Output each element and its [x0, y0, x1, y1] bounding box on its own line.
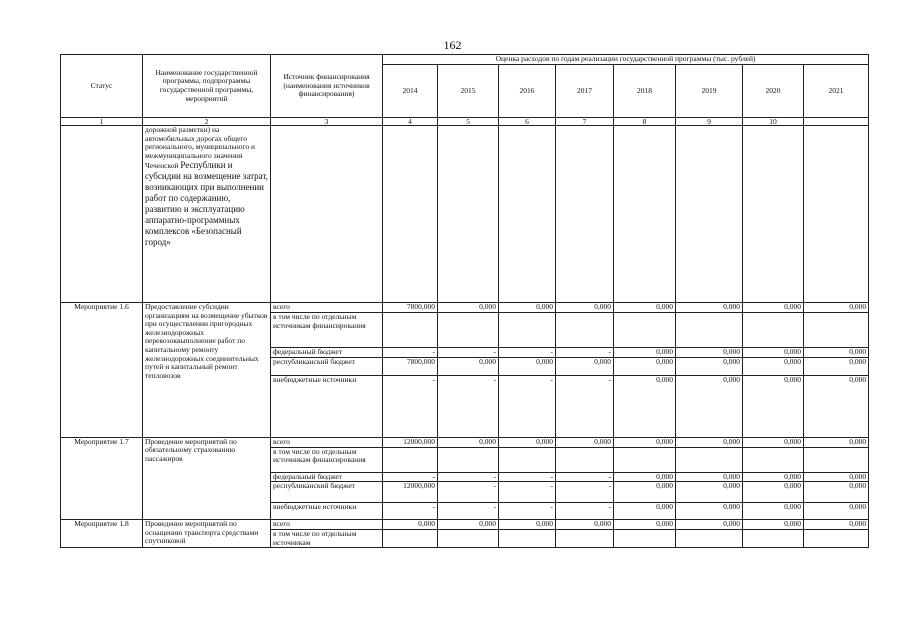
amount-cell: 0,000 [804, 375, 869, 437]
empty-cell [383, 126, 438, 303]
amount-cell: 0,000 [804, 472, 869, 482]
column-index: 1 [61, 118, 143, 126]
amount-cell [438, 447, 499, 472]
amount-cell [676, 530, 743, 548]
amount-cell [556, 447, 614, 472]
header-year: 2020 [743, 65, 804, 118]
amount-cell: - [499, 482, 556, 503]
amount-cell: 0,000 [556, 357, 614, 375]
header-year: 2016 [499, 65, 556, 118]
column-index: 5 [438, 118, 499, 126]
header-status: Статус [61, 55, 143, 118]
amount-cell: 0,000 [499, 437, 556, 447]
empty-cell [271, 126, 383, 303]
amount-cell: - [438, 482, 499, 503]
amount-cell [676, 313, 743, 348]
amount-cell: 0,000 [614, 520, 676, 530]
amount-cell: 0,000 [676, 472, 743, 482]
amount-cell [556, 313, 614, 348]
amount-cell: 0,000 [499, 357, 556, 375]
amount-cell [743, 447, 804, 472]
measure-status: Мероприятие 1.7 [61, 437, 143, 520]
amount-cell: 12000,000 [383, 482, 438, 503]
column-index [804, 118, 869, 126]
column-index: 4 [383, 118, 438, 126]
empty-cell [61, 126, 143, 303]
amount-cell: - [438, 503, 499, 520]
amount-cell: - [499, 503, 556, 520]
amount-cell: - [383, 503, 438, 520]
amount-cell: 0,000 [743, 482, 804, 503]
table-row [61, 437, 869, 447]
amount-cell: 0,000 [743, 303, 804, 313]
amount-cell: 0,000 [743, 472, 804, 482]
amount-cell [383, 313, 438, 348]
amount-cell: 0,000 [438, 357, 499, 375]
amount-cell: 12000,000 [383, 437, 438, 447]
amount-cell [804, 530, 869, 548]
amount-cell: - [556, 375, 614, 437]
measure-status: Мероприятие 1.6 [61, 303, 143, 438]
amount-cell: 0,000 [499, 520, 556, 530]
amount-cell: - [438, 375, 499, 437]
amount-cell: 0,000 [614, 303, 676, 313]
funding-source: всего [271, 437, 383, 447]
amount-cell: - [383, 375, 438, 437]
amount-cell: 0,000 [676, 303, 743, 313]
column-index: 9 [676, 118, 743, 126]
amount-cell: 0,000 [743, 357, 804, 375]
amount-cell: 7800,000 [383, 303, 438, 313]
amount-cell: 0,000 [614, 503, 676, 520]
budget-table [60, 54, 869, 548]
empty-cell [676, 126, 743, 303]
amount-cell [556, 530, 614, 548]
funding-source: в том числе по отдельным источникам финансирования [271, 313, 383, 348]
amount-cell: - [556, 472, 614, 482]
amount-cell: - [499, 472, 556, 482]
amount-cell: 0,000 [676, 503, 743, 520]
measure-name: Проведение мероприятий по обязательному страхованию пассажиров [143, 437, 271, 520]
amount-cell [614, 530, 676, 548]
amount-cell: 0,000 [676, 357, 743, 375]
amount-cell [614, 447, 676, 472]
amount-cell: 0,000 [804, 348, 869, 358]
header-estimate: Оценка расходов по годам реализации государственной программы (тыс. рублей) [383, 55, 869, 65]
empty-cell [499, 126, 556, 303]
amount-cell: - [556, 348, 614, 358]
amount-cell: 0,000 [743, 348, 804, 358]
column-index: 8 [614, 118, 676, 126]
amount-cell: 0,000 [556, 520, 614, 530]
amount-cell [804, 313, 869, 348]
amount-cell [438, 313, 499, 348]
continuation-text-large: Республики и субсидии на возмещение затрат, возникающих при выполнении работ по содержанию, развитию и эксплуатацию аппаратно-программных комплексов «Безопасный город» [145, 160, 268, 248]
column-index: 10 [743, 118, 804, 126]
amount-cell: - [438, 472, 499, 482]
amount-cell: 0,000 [438, 303, 499, 313]
empty-cell [743, 126, 804, 303]
measure-name: Проведение мероприятий по оснащению транспорта средствами спутниковой [143, 520, 271, 548]
amount-cell: 0,000 [743, 503, 804, 520]
amount-cell: 0,000 [614, 375, 676, 437]
header-year: 2017 [556, 65, 614, 118]
empty-cell [804, 126, 869, 303]
amount-cell: 0,000 [614, 357, 676, 375]
column-index: 3 [271, 118, 383, 126]
empty-cell [438, 126, 499, 303]
amount-cell: 0,000 [614, 437, 676, 447]
header-year: 2021 [804, 65, 869, 118]
continuation-text [143, 126, 271, 303]
amount-cell [614, 313, 676, 348]
amount-cell: 0,000 [804, 437, 869, 447]
amount-cell: 7800,000 [383, 357, 438, 375]
table-row [61, 520, 869, 530]
amount-cell: - [499, 375, 556, 437]
amount-cell: - [383, 348, 438, 358]
funding-source: всего [271, 520, 383, 530]
amount-cell [743, 530, 804, 548]
amount-cell: 0,000 [804, 520, 869, 530]
amount-cell: - [383, 472, 438, 482]
funding-source: в том числе по отдельным источникам финансирования [271, 447, 383, 472]
table-row [61, 303, 869, 313]
measure-status: Мероприятие 1.8 [61, 520, 143, 548]
header-year: 2018 [614, 65, 676, 118]
column-index-row [61, 118, 869, 126]
measure-name: Предоставление субсидии организациям на возмещение убытков при осуществлении пригородных железнодорожных перевозоквыполнение работ по капитальному ремонту железнодорожных соединительных путей и капитальный ремонт тепловозов [143, 303, 271, 438]
amount-cell: 0,000 [804, 303, 869, 313]
amount-cell: 0,000 [438, 437, 499, 447]
amount-cell: - [499, 348, 556, 358]
continuation-row [61, 126, 869, 303]
amount-cell: 0,000 [676, 520, 743, 530]
amount-cell: 0,000 [614, 472, 676, 482]
amount-cell [383, 447, 438, 472]
empty-cell [556, 126, 614, 303]
amount-cell: 0,000 [743, 375, 804, 437]
funding-source: всего [271, 303, 383, 313]
amount-cell: 0,000 [804, 503, 869, 520]
amount-cell: 0,000 [804, 357, 869, 375]
amount-cell: 0,000 [743, 437, 804, 447]
amount-cell: 0,000 [614, 348, 676, 358]
page-number: 162 [443, 38, 462, 52]
amount-cell: 0,000 [499, 303, 556, 313]
funding-source: федеральный бюджет [271, 348, 383, 358]
amount-cell: - [556, 503, 614, 520]
column-index: 7 [556, 118, 614, 126]
amount-cell: 0,000 [676, 437, 743, 447]
funding-source: внебюджетные источники [271, 375, 383, 437]
funding-source: внебюджетные источники [271, 503, 383, 520]
funding-source: республиканский бюджет [271, 357, 383, 375]
amount-cell [676, 447, 743, 472]
amount-cell: - [556, 482, 614, 503]
continuation-text-small: дорожной разметки) на автомобильных дорогах общего регионального, муниципального и межмуниципального значения Чеченской [145, 125, 256, 171]
empty-cell [614, 126, 676, 303]
amount-cell [499, 313, 556, 348]
amount-cell [438, 530, 499, 548]
column-index: 2 [143, 118, 271, 126]
amount-cell: - [438, 348, 499, 358]
amount-cell: 0,000 [743, 520, 804, 530]
amount-cell: 0,000 [438, 520, 499, 530]
amount-cell [499, 447, 556, 472]
amount-cell [743, 313, 804, 348]
header-year: 2014 [383, 65, 438, 118]
amount-cell: 0,000 [676, 348, 743, 358]
amount-cell: 0,000 [556, 437, 614, 447]
header-name: Наименование государственной программы, подпрограммы государственной программы, мероприятий [143, 55, 271, 118]
amount-cell: 0,000 [383, 520, 438, 530]
amount-cell [804, 447, 869, 472]
funding-source: в том числе по отдельным источникам [271, 530, 383, 548]
funding-source: республиканский бюджет [271, 482, 383, 503]
amount-cell [499, 530, 556, 548]
amount-cell: 0,000 [804, 482, 869, 503]
header-year: 2015 [438, 65, 499, 118]
header-source: Источник финансирования (наименования источников финансирования) [271, 55, 383, 118]
funding-source: федеральный бюджет [271, 472, 383, 482]
amount-cell: 0,000 [614, 482, 676, 503]
amount-cell: 0,000 [676, 482, 743, 503]
column-index: 6 [499, 118, 556, 126]
amount-cell [383, 530, 438, 548]
amount-cell: 0,000 [556, 303, 614, 313]
amount-cell: 0,000 [676, 375, 743, 437]
header-year: 2019 [676, 65, 743, 118]
